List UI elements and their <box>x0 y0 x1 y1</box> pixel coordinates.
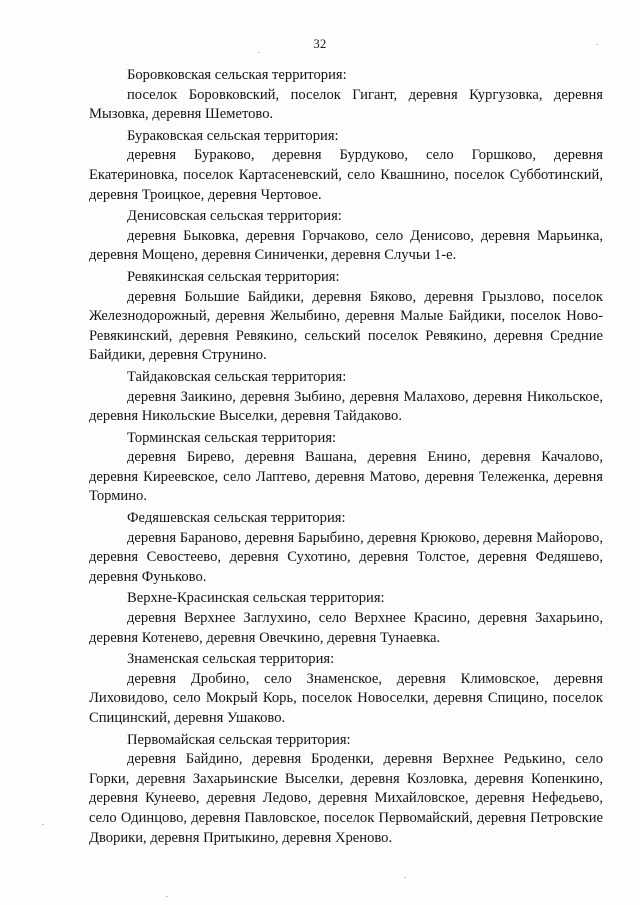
territory-settlements: деревня Бураково, деревня Бурдуково, село Горшково, деревня Екатериновка, поселок Картасеневский, село Квашнино, поселок Субботинский, деревня Троицкое, деревня Чертовое. <box>89 147 603 203</box>
territory-heading: Федяшевская сельская территория: <box>127 510 346 527</box>
territory-section-borovkovskaya <box>89 66 603 125</box>
territory-heading: Знаменская сельская территория: <box>127 651 335 668</box>
territory-settlements: деревня Большие Байдики, деревня Бяково, деревня Грызлово, поселок Железнодорожный, деревня Желыбино, деревня Малые Байдики, поселок Ново-Ревякинский, деревня Ревякино, сельский поселок Ревякино, деревня Средние Байдики, деревня Струнино. <box>89 288 603 364</box>
territory-section-fedyashevskaya <box>89 509 603 587</box>
scan-speck <box>166 896 168 897</box>
territory-section-denisovskaya <box>89 207 603 266</box>
territory-settlements: деревня Быковка, деревня Горчаково, село Денисово, деревня Марьинка, деревня Мощено, деревня Синиченки, деревня Случьи 1-е. <box>89 227 603 264</box>
scan-speck <box>596 44 598 45</box>
territory-section-verkhne-krasinskaya <box>89 589 603 648</box>
territory-settlements: поселок Боровковский, поселок Гигант, деревня Кургузовка, деревня Мызовка, деревня Шеметово. <box>89 86 603 123</box>
scan-speck <box>42 824 44 825</box>
territory-heading: Тайдаковская сельская территория: <box>127 368 347 385</box>
document-body <box>89 66 603 850</box>
territory-settlements: деревня Дробино, село Знаменское, деревня Климовское, деревня Лиховидово, село Мокрый Корь, поселок Новоселки, деревня Спицино, поселок Спицинский, деревня Ушаково. <box>89 670 603 726</box>
territory-settlements: деревня Заикино, деревня Зыбино, деревня Малахово, деревня Никольское, деревня Никольские Выселки, деревня Тайдаково. <box>89 388 603 425</box>
territory-heading: Первомайская сельская территория: <box>127 731 351 748</box>
page-number: 32 <box>313 37 327 51</box>
territory-section-znamenskaya <box>89 650 603 728</box>
territory-section-taydakovskaya <box>89 368 603 427</box>
scan-speck <box>258 52 260 53</box>
territory-heading: Торминская сельская территория: <box>127 429 337 446</box>
territory-section-burakovskaya <box>89 127 603 205</box>
territory-heading: Денисовская сельская территория: <box>127 208 342 225</box>
territory-section-revyakinskaya <box>89 268 603 366</box>
territory-section-pervomayskaya <box>89 731 603 849</box>
territory-settlements: деревня Байдино, деревня Броденки, деревня Верхнее Редькино, село Горки, деревня Захарьинские Выселки, деревня Козловка, деревня Копенкино, деревня Кунеево, деревня Ледово, деревня Михайловское, деревня Нефедьево, село Одинцово, деревня Павловское, поселок Первомайский, деревня Петровские Дворики, деревня Притыкино, деревня Хреново. <box>89 751 603 846</box>
territory-heading: Верхне-Красинская сельская территория: <box>127 590 385 607</box>
territory-settlements: деревня Бараново, деревня Барыбино, деревня Крюково, деревня Майорово, деревня Севостеево, деревня Сухотино, деревня Толстое, деревня Федяшево, деревня Фуньково. <box>89 529 603 585</box>
territory-settlements: деревня Верхнее Заглухино, село Верхнее Красино, деревня Захарьино, деревня Котенево, деревня Овечкино, деревня Тунаевка. <box>89 610 603 646</box>
territory-settlements: деревня Бирево, деревня Вашана, деревня Енино, деревня Качалово, деревня Киреевское, село Лаптево, деревня Матово, деревня Тележенка, деревня Тормино. <box>89 449 603 505</box>
scan-speck <box>404 877 406 878</box>
territory-heading: Боровковская сельская территория: <box>127 67 347 83</box>
territory-section-torminskaya <box>89 429 603 507</box>
territory-heading: Ревякинская сельская территория: <box>127 268 340 285</box>
territory-heading: Бураковская сельская территория: <box>127 127 339 144</box>
